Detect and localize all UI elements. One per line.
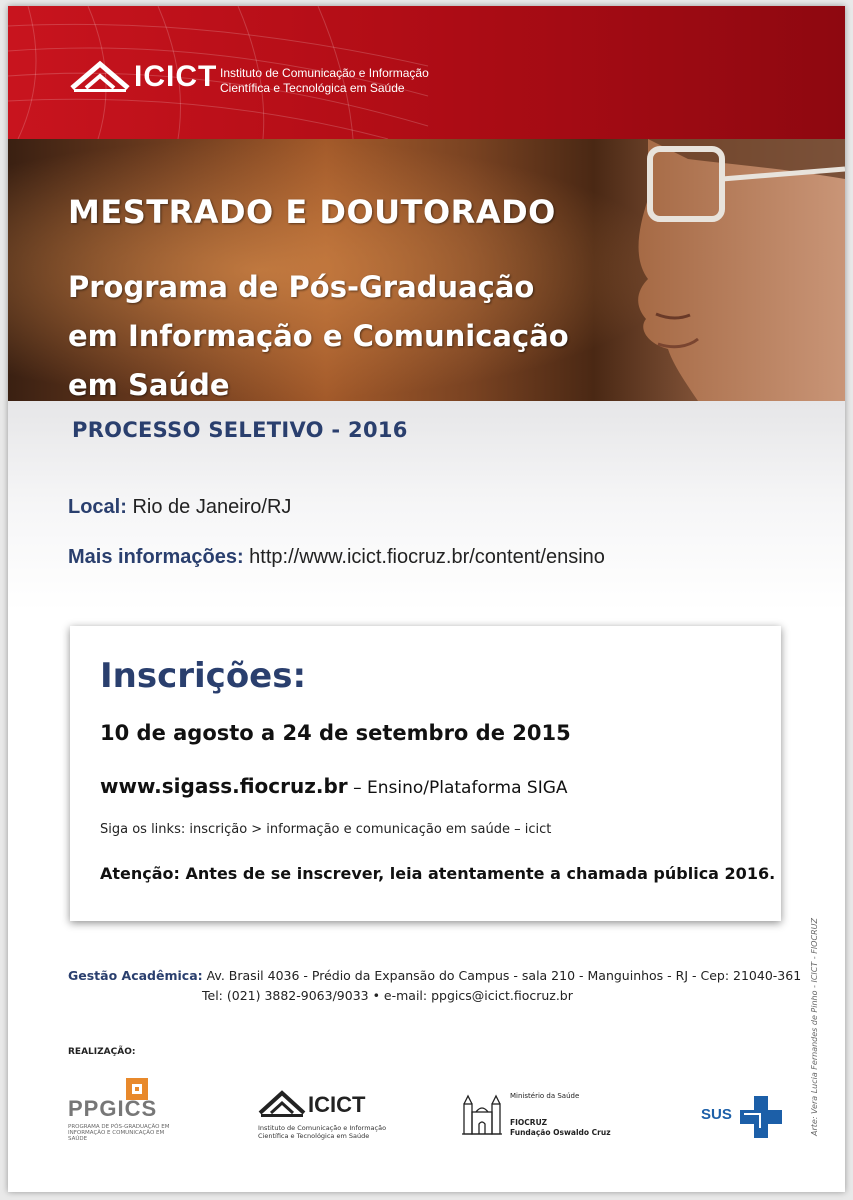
fiocruz-name <box>510 1118 611 1138</box>
icict-logo-subtitle <box>220 66 429 96</box>
inscricoes-site-line <box>100 774 568 798</box>
mais-informacoes-link[interactable]: http://www.icict.fiocruz.br/content/ensino <box>249 546 605 568</box>
hero-subtitle-line: Programa de Pós-Graduação <box>68 270 535 304</box>
inscricoes-title: Inscrições: <box>100 656 307 696</box>
mais-informacoes-label: Mais informações: <box>68 546 244 568</box>
icict-logo <box>70 58 440 98</box>
inscricoes-box <box>70 626 781 921</box>
icict-footer-subtitle-line2: Científica e Tecnológica em Saúde <box>258 1132 370 1140</box>
icict-footer-logo-text: ICICT <box>308 1092 366 1117</box>
fiocruz-ministry: Ministério da Saúde <box>510 1092 580 1100</box>
icict-logo-text: ICICT <box>134 60 218 93</box>
art-credit: Arte: Vera Lucia Fernandes de Pinho - ICICT - FIOCRUZ <box>810 918 819 1136</box>
icict-footer-subtitle <box>258 1124 386 1140</box>
hero-banner <box>8 139 845 401</box>
icict-footer-subtitle-line1: Instituto de Comunicação e Informação <box>258 1124 387 1132</box>
hero-subtitle-line: em Informação e Comunicação <box>68 319 569 353</box>
gestao-address: Av. Brasil 4036 - Prédio da Expansão do Campus - sala 210 - Manguinhos - RJ - Cep: 21040-361 <box>202 968 802 983</box>
ppgics-logo-subtitle: PROGRAMA DE PÓS-GRADUAÇÃO EM INFORMAÇÃO E COMUNICAÇÃO EM SAÚDE <box>68 1124 170 1142</box>
realizacao-label: REALIZAÇÃO: <box>68 1047 136 1057</box>
icict-roof-icon <box>70 58 130 94</box>
hero-subtitle <box>68 263 668 401</box>
local-value: Rio de Janeiro/RJ <box>132 496 292 518</box>
fiocruz-name-line2: Fundação Oswaldo Cruz <box>510 1128 611 1137</box>
gestao-contact: Tel: (021) 3882-9063/9033 • e-mail: ppgics@icict.fiocruz.br <box>202 988 573 1003</box>
processo-seletivo-heading: PROCESSO SELETIVO - 2016 <box>72 418 408 442</box>
inscricoes-attention: Atenção: Antes de se inscrever, leia atentamente a chamada pública 2016. <box>100 864 776 883</box>
fiocruz-name-line1: FIOCRUZ <box>510 1118 548 1127</box>
icict-subtitle-line2: Científica e Tecnológica em Saúde <box>220 81 405 95</box>
hero-subtitle-line: em Saúde <box>68 368 230 401</box>
ppgics-logo-text: PPGICS <box>68 1096 158 1121</box>
hero-title: MESTRADO E DOUTORADO <box>68 193 556 231</box>
inscricoes-links-path: Siga os links: inscrição > informação e comunicação em saúde – icict <box>100 822 552 837</box>
local-line <box>68 496 291 519</box>
sus-cross-icon <box>738 1094 784 1140</box>
local-label: Local: <box>68 496 127 518</box>
fiocruz-castle-icon <box>460 1090 504 1136</box>
poster <box>8 6 845 1192</box>
sus-logo-text: SUS <box>701 1106 732 1123</box>
icict-subtitle-line1: Instituto de Comunicação e Informação <box>220 66 429 80</box>
mais-informacoes-line <box>68 546 605 569</box>
header-band <box>8 6 845 139</box>
sigass-link[interactable]: www.sigass.fiocruz.br <box>100 774 348 798</box>
inscricoes-dates: 10 de agosto a 24 de setembro de 2015 <box>100 721 571 745</box>
gestao-label: Gestão Acadêmica: <box>68 968 203 983</box>
gestao-academica <box>68 966 802 1003</box>
inscricoes-site-rest: – Ensino/Plataforma SIGA <box>347 778 568 798</box>
icict-footer-roof-icon <box>258 1088 306 1118</box>
